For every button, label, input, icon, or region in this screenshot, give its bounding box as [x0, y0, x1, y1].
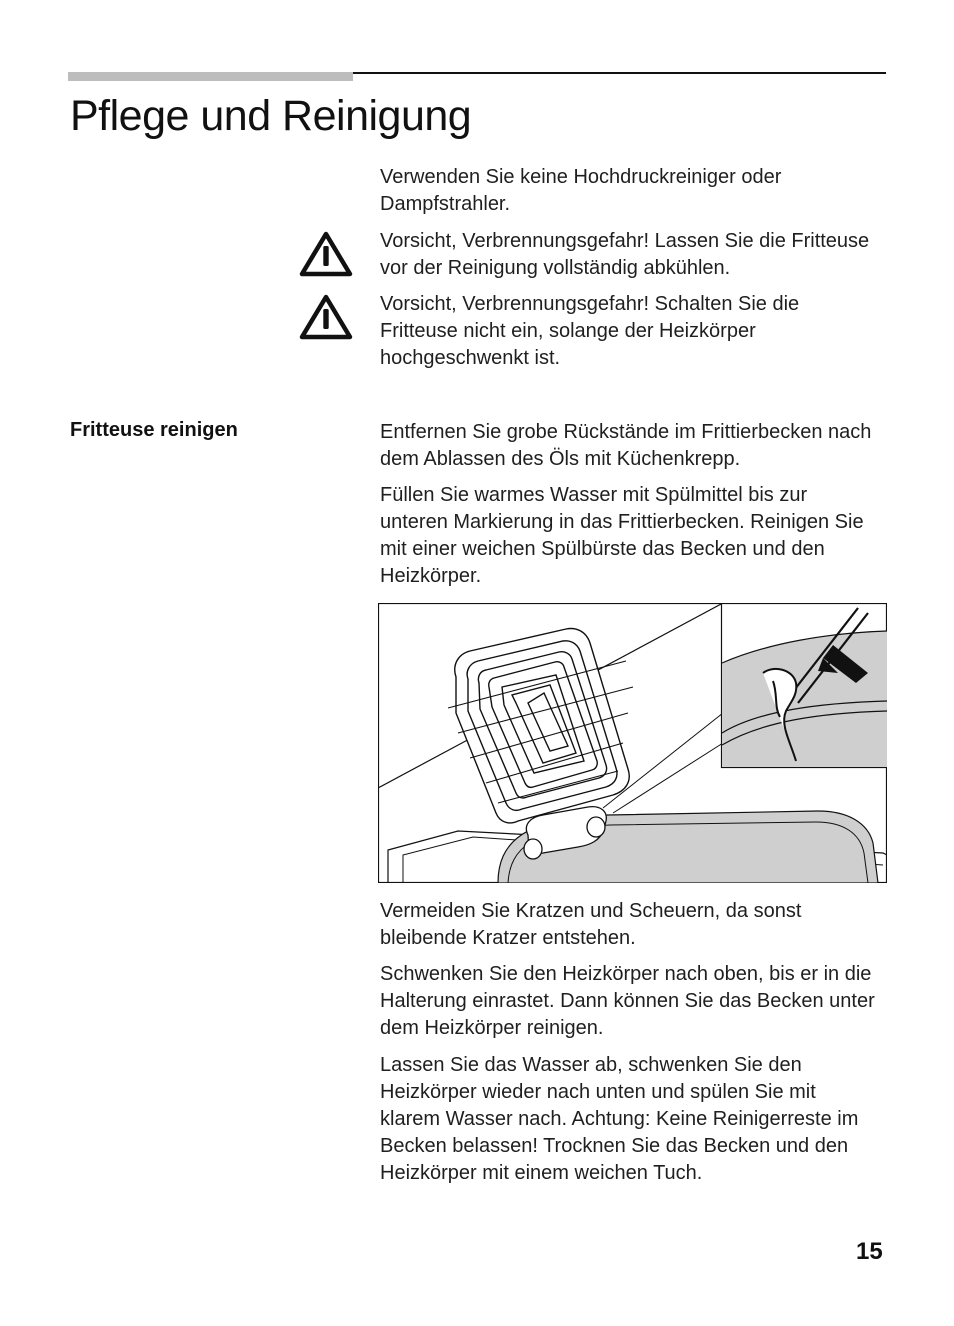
- fryer-cleaning-illustration: [378, 603, 887, 883]
- warning-block-1: [380, 228, 880, 282]
- warning-text: Vorsicht, Verbrennungsgefahr! Lassen Sie die Fritteuse vor der Reinigung vollständig abkühlen.: [380, 230, 870, 279]
- section-paragraph-5: [380, 1052, 880, 1187]
- section-paragraph-3: [380, 898, 880, 952]
- header-rule-black: [353, 72, 886, 74]
- paragraph-text: Vermeiden Sie Kratzen und Scheuern, da sonst bleibende Kratzer entstehen.: [380, 900, 802, 949]
- paragraph-text: Entfernen Sie grobe Rückstände im Frittierbecken nach dem Ablassen des Öls mit Küchenkrepp.: [380, 421, 872, 470]
- section-paragraph-4: [380, 961, 880, 1042]
- section-paragraph-1: [380, 419, 880, 473]
- paragraph-text: Schwenken Sie den Heizkörper nach oben, bis er in die Halterung einrastet. Dann können Sie das Becken unter dem Heizkörper reinigen.: [380, 963, 875, 1039]
- warning-block-2: [380, 291, 880, 372]
- section-heading: Fritteuse reinigen: [70, 419, 238, 441]
- warning-text: Vorsicht, Verbrennungsgefahr! Schalten Sie die Fritteuse nicht ein, solange der Heizkörper hochgeschwenkt ist.: [380, 293, 800, 369]
- page-number: 15: [856, 1238, 883, 1265]
- paragraph-text: Lassen Sie das Wasser ab, schwenken Sie den Heizkörper wieder nach unten und spülen Sie mit klarem Wasser nach. Achtung: Keine Reinigerreste im Becken belassen! Trocknen Sie das Becken und den Heizkörper mit einem weichen Tuch.: [380, 1054, 859, 1184]
- paragraph-text: Füllen Sie warmes Wasser mit Spülmittel bis zur unteren Markierung in das Frittierbecken. Reinigen Sie mit einer weichen Spülbürste das Becken und den Heizkörper.: [380, 484, 864, 587]
- header-rule-grey: [68, 72, 353, 81]
- page-title: Pflege und Reinigung: [70, 92, 472, 140]
- section-paragraph-2: [380, 482, 880, 590]
- intro-block: [380, 164, 880, 218]
- warning-triangle-icon: [298, 292, 354, 342]
- warning-triangle-icon: [298, 229, 354, 279]
- intro-paragraph: Verwenden Sie keine Hochdruckreiniger oder Dampfstrahler.: [380, 166, 782, 215]
